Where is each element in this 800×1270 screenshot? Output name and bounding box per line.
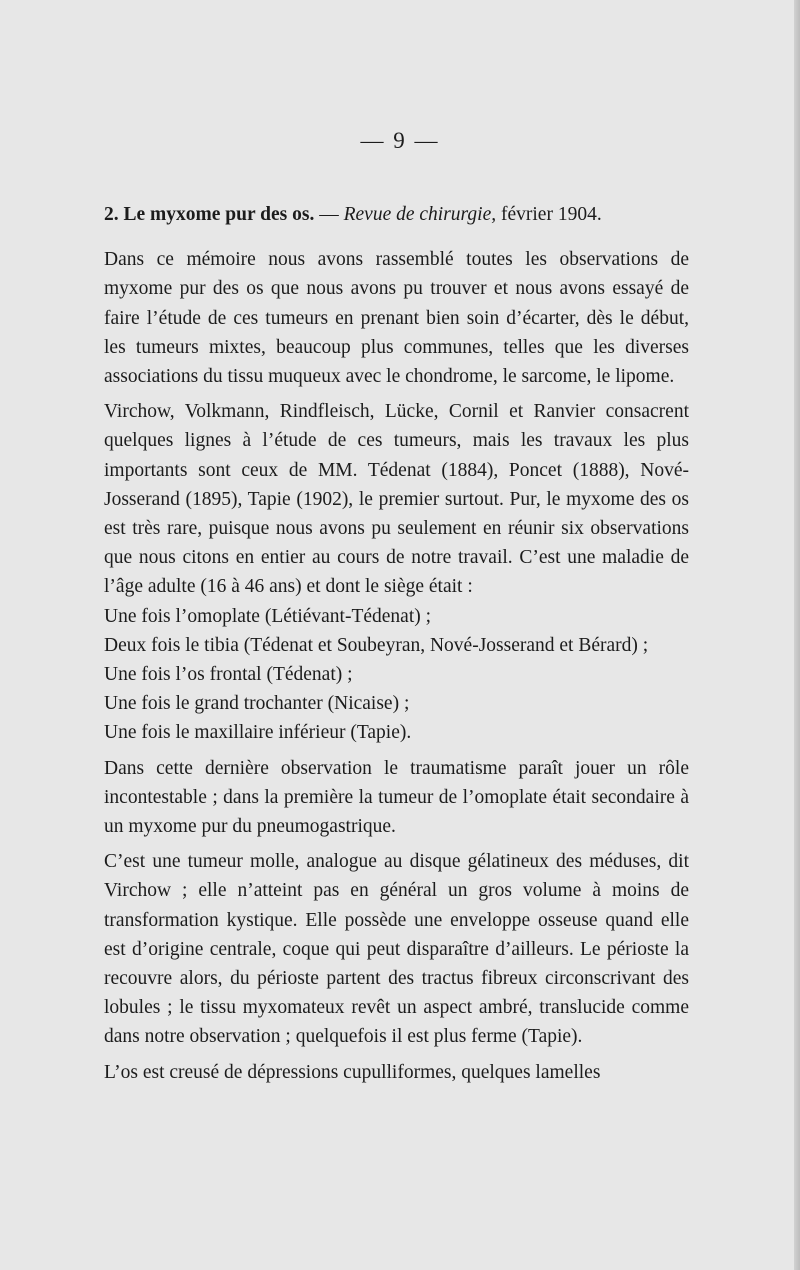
publication-date: février 1904. xyxy=(496,204,602,225)
paragraph: Dans cette dernière observation le traumatisme paraît jouer un rôle incontestable ; dans la première la tumeur de l’omoplate était secondaire à un myxome pur du pneumogastrique. xyxy=(104,757,689,838)
list-item: Une fois le grand trochanter (Nicaise) ; xyxy=(104,693,410,715)
paragraph: L’os est creusé de dépressions cupulliformes, quelques lamelles xyxy=(104,1061,601,1083)
section-title-dash: — xyxy=(314,204,344,225)
section-title-bold: 2. Le myxome pur des os. xyxy=(104,204,315,225)
body-text xyxy=(104,200,689,1087)
paragraph: C’est une tumeur molle, analogue au disque gélatineux des méduses, dit Virchow ; elle n’atteint pas en général un gros volume à moins de transformation kystique. Elle possède une enveloppe osseuse quand elle est d’origine centrale, coque qui peut disparaître d’ailleurs. Le périoste la recouvre alors, du périoste partent des tractus fibreux circonscrivant des lobules ; le tissu myxomateux revêt un aspect ambré, translucide comme dans notre observation ; quelquefois il est plus ferme (Tapie). xyxy=(104,851,689,1048)
page-number: — 9 — xyxy=(360,128,440,153)
paragraph: Virchow, Volkmann, Rindfleisch, Lücke, Cornil et Ranvier consacrent quelques lignes à l’étude de ces tumeurs, mais les travaux les plus importants sont ceux de MM. Tédenat (1884), Poncet (1888), Nové-Josserand (1895), Tapie (1902), le premier surtout. Pur, le myxome des os est très rare, puisque nous avons pu seulement en réunir six observations que nous citons en entier au cours de notre travail. C’est une maladie de l’âge adulte (16 à 46 ans) et dont le siège était : xyxy=(104,401,689,598)
page-edge xyxy=(794,0,800,1270)
list-item: Deux fois le tibia (Tédenat et Soubeyran, Nové-Josserand et Bérard) ; xyxy=(104,634,649,656)
list-item: Une fois l’omoplate (Létiévant-Tédenat) ; xyxy=(104,605,432,627)
paragraph: Dans ce mémoire nous avons rassemblé toutes les observations de myxome pur des os que nous avons pu trouver et nous avons essayé de faire l’étude de ces tumeurs en prenant bien soin d’écarter, dès le début, les tumeurs mixtes, beaucoup plus communes, telles que les diverses associations du tissu muqueux avec le chondrome, le sarcome, le lipome. xyxy=(104,249,689,388)
list-item: Une fois l’os frontal (Tédenat) ; xyxy=(104,664,353,686)
section-title xyxy=(104,200,689,229)
list-item: Une fois le maxillaire inférieur (Tapie). xyxy=(104,722,412,744)
journal-name: Revue de chirurgie, xyxy=(343,204,497,225)
